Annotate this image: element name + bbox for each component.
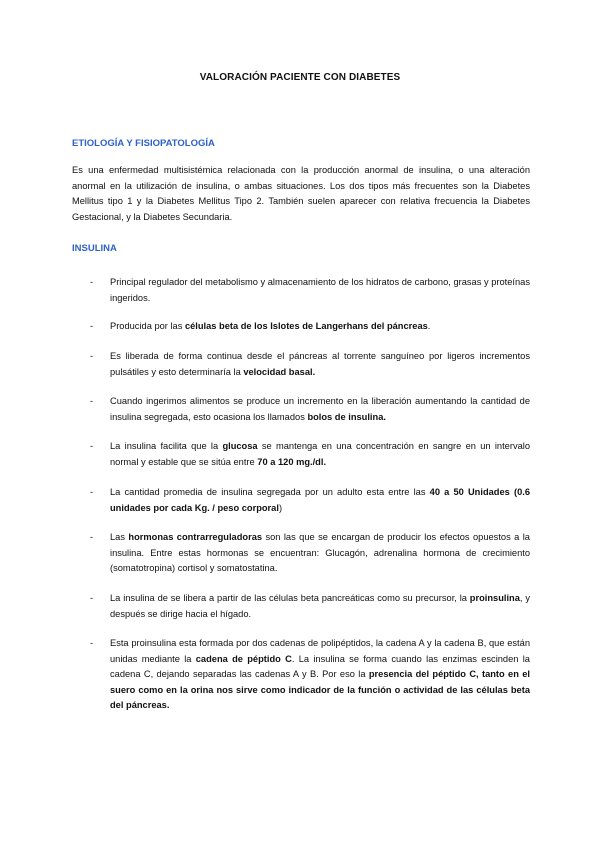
bold-text: glucosa bbox=[222, 441, 258, 451]
bullet-dash: - bbox=[90, 532, 94, 542]
item-text: Cuando ingerimos alimentos se produce un incremento en la liberación aumentando la cantidad de insulina segregada, esto ocasiona los llamados bbox=[110, 396, 530, 422]
document-title: VALORACIÓN PACIENTE CON DIABETES bbox=[199, 72, 401, 83]
bold-text: velocidad basal. bbox=[243, 366, 316, 377]
bullet-dash: - bbox=[90, 593, 94, 603]
bullet-dash: - bbox=[90, 351, 94, 361]
bold-text: 40 a 50 Unidades (0.6 unidades por cada Kg. / peso corporal bbox=[110, 487, 530, 513]
list-item bbox=[72, 485, 530, 516]
list-item bbox=[72, 275, 530, 306]
bold-text: proinsulina bbox=[469, 593, 520, 603]
list-item bbox=[72, 319, 530, 335]
list-item bbox=[72, 591, 530, 622]
item-text: La insulina de se libera a partir de las células beta pancreáticas como su precursor, la bbox=[110, 593, 470, 603]
bullet-dash: - bbox=[90, 441, 94, 451]
list-item bbox=[72, 349, 530, 380]
list-item bbox=[72, 439, 530, 470]
list-item bbox=[72, 394, 530, 425]
item-text: Es liberada de forma continua desde el páncreas al torrente sanguíneo por ligeros incrementos pulsátiles y esto determinaría la bbox=[110, 351, 530, 377]
list-item bbox=[72, 636, 530, 714]
list-item bbox=[72, 530, 530, 577]
bold-text: cadena de péptido C bbox=[195, 653, 292, 664]
bullet-dash: - bbox=[90, 396, 94, 406]
bold-text: bolos de insulina. bbox=[307, 411, 386, 422]
section-heading-insulina: INSULINA bbox=[72, 243, 117, 254]
bold-text: presencia del péptido C, tanto en el suero como en la orina nos sirve como indicador de la función o actividad de las células beta del páncreas. bbox=[110, 669, 530, 710]
bullet-dash: - bbox=[90, 487, 94, 497]
bullet-dash: - bbox=[90, 638, 94, 648]
bullet-dash: - bbox=[90, 277, 94, 287]
item-text: La insulina facilita que la bbox=[110, 441, 223, 451]
bold-text: hormonas contrarreguladoras bbox=[128, 532, 263, 542]
item-text: Producida por las bbox=[110, 321, 185, 331]
section-heading-etiologia: ETIOLOGÍA Y FISIOPATOLOGÍA bbox=[72, 138, 215, 149]
item-text: ) bbox=[278, 502, 283, 513]
bold-text: 70 a 120 mg./dl. bbox=[257, 456, 327, 467]
item-text: . La insulina se forma cuando las enzimas escinden la cadena C, dejando separadas las cadenas A y B. Por eso la bbox=[110, 653, 530, 679]
etiologia-paragraph: Es una enfermedad multisistémica relacionada con la producción anormal de insulina, o una alteración anormal en la utilización de insulina, o ambas situaciones. Los dos tipos más frecuentes son la Diabetes Mellitus tipo 1 y la Diabetes Mellitus Tipo 2. También suelen aparecer con relativa frecuencia la Diabetes Gestacional, y la Diabetes Secundaria. bbox=[72, 165, 530, 222]
item-text: se mantenga en una concentración en sangre en un intervalo normal y estable que se sitúa entre bbox=[110, 441, 530, 467]
bullet-dash: - bbox=[90, 321, 94, 331]
item-text: Principal regulador del metabolismo y almacenamiento de los hidratos de carbono, grasas y proteínas ingeridos. bbox=[110, 277, 530, 303]
item-text: son las que se encargan de producir los efectos opuestos a la insulina. Entre estas hormonas se encuentran: Glucagón, adrenalina hormona de crecimiento (somatotropina) cortisol y somatostatina. bbox=[110, 532, 530, 573]
item-text: Las bbox=[110, 532, 129, 542]
item-text: . bbox=[427, 321, 431, 331]
item-text: Esta proinsulina esta formada por dos cadenas de polipéptidos, la cadena A y la cadena B, que están unidas mediante la bbox=[110, 638, 530, 664]
item-text: , y después se dirige hacia el hígado. bbox=[110, 593, 530, 619]
bold-text: células beta de los Islotes de Langerhans del páncreas bbox=[184, 321, 428, 331]
item-text: La cantidad promedia de insulina segregada por un adulto esta entre las bbox=[110, 487, 430, 497]
